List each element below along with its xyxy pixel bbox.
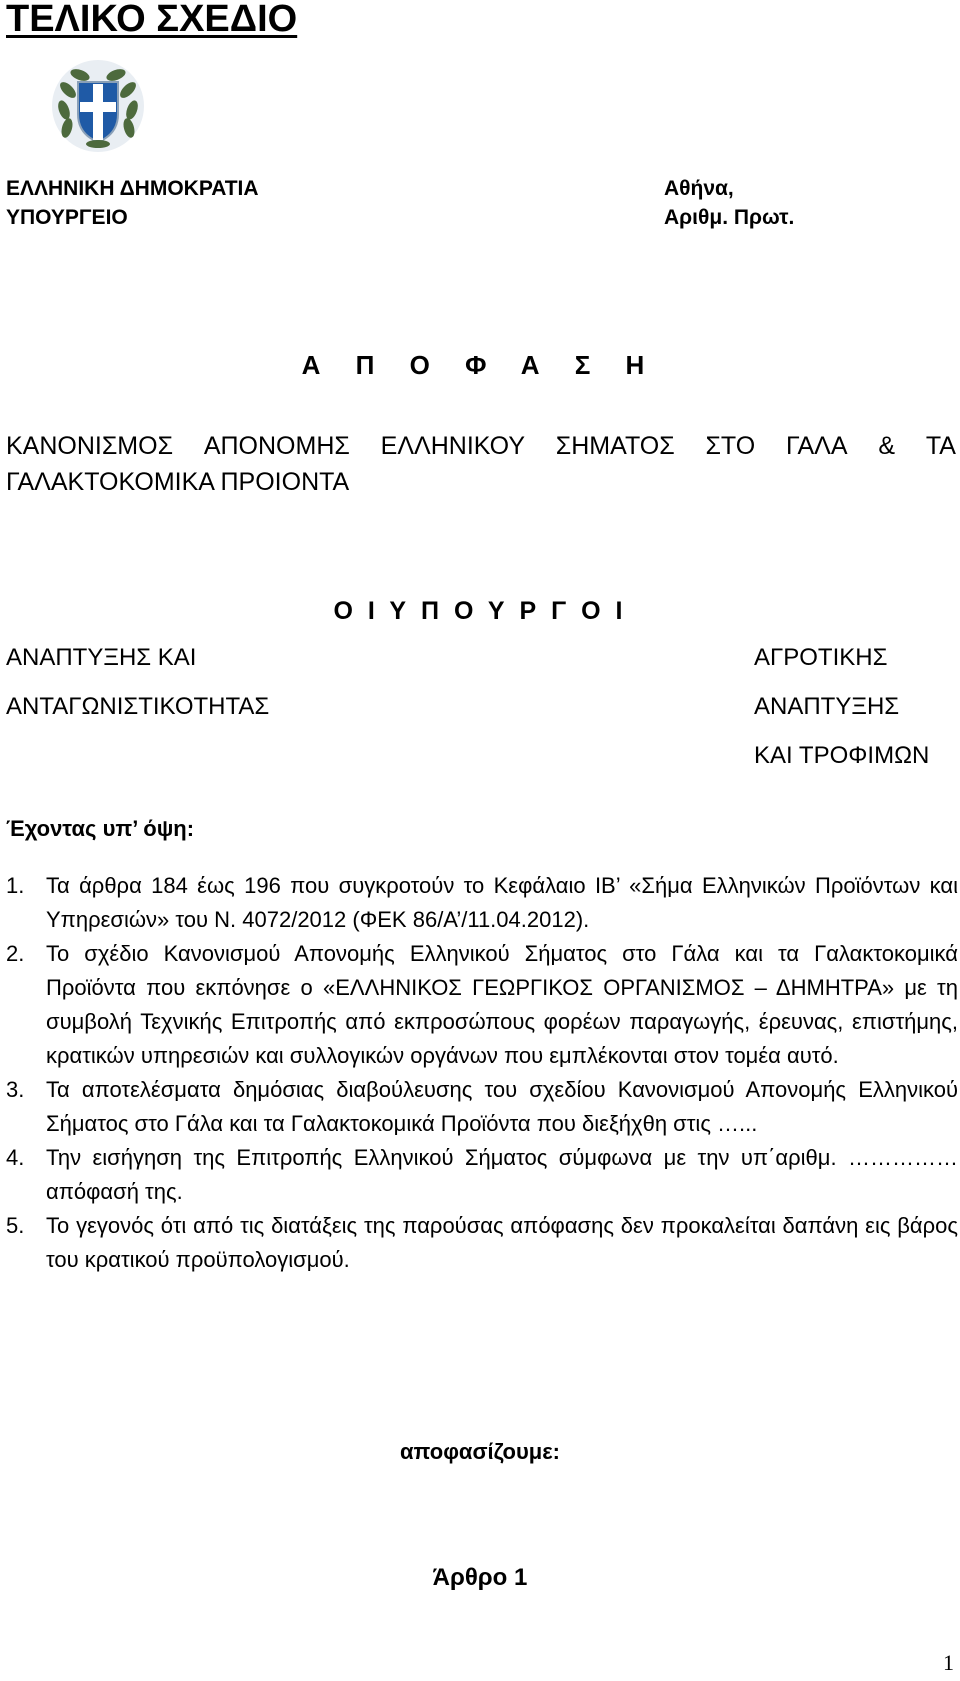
list-item bbox=[6, 1073, 958, 1141]
decision-heading: Α Π Ο Φ Α Σ Η bbox=[301, 350, 659, 380]
issuer-line-1: ΕΛΛΗΝΙΚΗ ΔΗΜΟΚΡΑΤΙΑ bbox=[6, 177, 259, 200]
minister-left-line: ΑΝΑΠΤΥΞΗΣ ΚΑΙ bbox=[6, 644, 197, 671]
title-word: ΕΛΛΗΝΙΚΟΥ bbox=[380, 432, 525, 460]
draft-label: ΤΕΛΙΚΟ ΣΧΕΔΙΟ bbox=[6, 0, 298, 40]
title-word: ΚΑΝΟΝΙΣΜΟΣ bbox=[6, 432, 174, 460]
ministers-heading: Ο Ι Υ Π Ο Υ Ρ Γ Ο Ι bbox=[333, 597, 627, 625]
item-number: 2. bbox=[6, 941, 25, 966]
protocol-label: Αριθμ. Πρωτ. bbox=[664, 206, 795, 229]
item-text: Την εισήγηση της Επιτροπής Ελληνικού Σήματος σύμφωνα με την υπ΄αριθμ. ……………απόφασή της. bbox=[46, 1145, 958, 1204]
item-number: 5. bbox=[6, 1213, 25, 1238]
page-number: 1 bbox=[943, 1650, 954, 1675]
item-number: 1. bbox=[6, 873, 25, 898]
regulation-title bbox=[6, 428, 956, 500]
regulation-title-line-2: ΓΑΛΑΚΤΟΚΟΜΙΚΑ ΠΡΟΙΟΝΤΑ bbox=[6, 468, 350, 496]
minister-right-line: ΑΝΑΠΤΥΞΗΣ bbox=[754, 693, 900, 720]
minister-left bbox=[6, 633, 269, 731]
title-word: ΤΑ bbox=[925, 432, 956, 460]
minister-right bbox=[754, 633, 929, 780]
item-text: Τα αποτελέσματα δημόσιας διαβούλευσης του σχεδίου Κανονισμού Απονομής Ελληνικού Σήματος στο Γάλα και τα Γαλακτοκομικά Προϊόντα που διεξήχθη στις …... bbox=[46, 1077, 958, 1136]
recitals-heading: Έχοντας υπ’ όψη: bbox=[6, 816, 195, 841]
minister-left-line: ΑΝΤΑΓΩΝΙΣΤΙΚΟΤΗΤΑΣ bbox=[6, 693, 270, 720]
title-word: ΣΗΜΑΤΟΣ bbox=[555, 432, 675, 460]
minister-right-line: ΑΓΡΟΤΙΚΗΣ bbox=[754, 644, 888, 671]
item-number: 3. bbox=[6, 1077, 25, 1102]
title-word: ΑΠΟΝΟΜΗΣ bbox=[203, 432, 350, 460]
item-text: Τα άρθρα 184 έως 196 που συγκροτούν το Κεφάλαιο ΙΒ’ «Σήμα Ελληνικών Προϊόντων και Υπηρεσιών» του Ν. 4072/2012 (ΦΕΚ 86/Α’/11.04.2012). bbox=[46, 873, 958, 932]
article-heading: Άρθρο 1 bbox=[432, 1564, 528, 1591]
greek-coat-of-arms-icon bbox=[50, 58, 146, 154]
recitals-list bbox=[6, 869, 958, 1277]
decide-label: αποφασίζουμε: bbox=[400, 1439, 560, 1464]
title-word: ΣΤΟ bbox=[705, 432, 756, 460]
item-text: Το γεγονός ότι από τις διατάξεις της παρούσας απόφασης δεν προκαλείται δαπάνη εις βάρος του κρατικού προϋπολογισμού. bbox=[46, 1213, 958, 1272]
list-item bbox=[6, 1141, 958, 1209]
item-text: Το σχέδιο Κανονισμού Απονομής Ελληνικού Σήματος στο Γάλα και τα Γαλακτοκομικά Προϊόντα που εκπόνησε ο «ΕΛΛΗΝΙΚΟΣ ΓΕΩΡΓΙΚΟΣ ΟΡΓΑΝΙΣΜΟΣ – ΔΗΜΗΤΡΑ» με τη συμβολή Τεχνικής Επιτροπής από εκπροσώπους φορέων παραγωγής, έρευνας, επιστήμης, κρατικών υπηρεσιών και συλλογικών οργάνων που εμπλέκονται στον τομέα αυτό. bbox=[46, 941, 958, 1068]
list-item bbox=[6, 1209, 958, 1277]
list-item bbox=[6, 937, 958, 1073]
list-item bbox=[6, 869, 958, 937]
issuer-line-2: ΥΠΟΥΡΓΕΙΟ bbox=[6, 206, 128, 229]
regulation-title-line-1 bbox=[6, 428, 956, 464]
place-label: Αθήνα, bbox=[664, 177, 734, 200]
minister-right-line: ΚΑΙ ΤΡΟΦΙΜΩΝ bbox=[754, 742, 930, 769]
title-word: & bbox=[878, 432, 896, 460]
title-word: ΓΑΛΑ bbox=[786, 432, 848, 460]
item-number: 4. bbox=[6, 1145, 25, 1170]
